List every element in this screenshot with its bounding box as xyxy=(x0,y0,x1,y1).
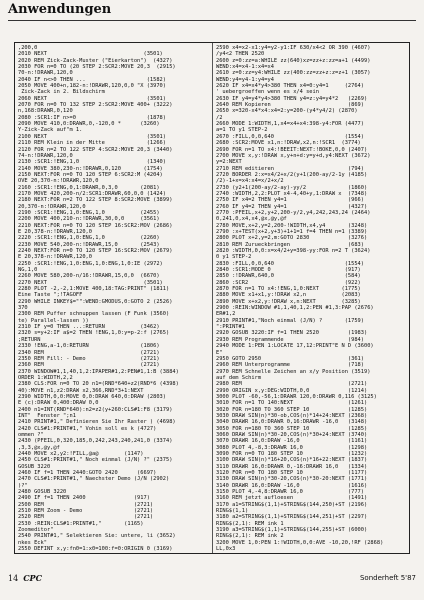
code-line: 2870 FOR n=1 TO x4:!ENG,1,0:NEXT (1775) xyxy=(216,286,361,293)
code-line: 3170 a1=STRING$(1,1)+STRING$(144,250)+ST (2196) xyxy=(216,501,368,508)
code-line: 2780 MOVE,x+2,y=2,200-!WIDTH,x4,y4 (3248) xyxy=(216,222,368,229)
code-line: 2320 s=y+2:IF a$=2 THEN !ENG,1,0:y=p-2:f (2765) xyxy=(18,330,170,337)
code-line: 3090 FOR n=0 TO 180 STEP 10 (1232) xyxy=(216,451,368,457)
code-line: 2810 REM Zurueckbringen (683) xyxy=(216,241,364,248)
code-line: 2670 :FILL,0,0,640 (1554) xyxy=(216,133,364,140)
code-line: 2240 NEXT:FOR n=0 TO 120 STEP 16:SCR2:MOV (2679) xyxy=(18,248,173,254)
code-line: 2530 :REIN:CLS#1:PRINT#1," (1165) xyxy=(18,520,144,527)
code-line: OVE 20,370-n:!DRAWR,120,0 xyxy=(18,178,99,185)
code-line: 0,241,0,x4,x4,@x,@y,@f xyxy=(216,216,287,223)
code-line: 0 y1 STEP-2 xyxy=(216,254,252,261)
code-line: nkes Eck" xyxy=(18,539,47,546)
code-line: ":PRINT#1 xyxy=(216,324,245,331)
code-line: 2540 PRINT#1," Selektieren Sie: untere, li (3652) xyxy=(18,533,176,540)
code-line xyxy=(216,553,407,555)
code-line: 2770 :PFEIL,x+2,y+2,200-y/2,y4,242,243,24 (2464) xyxy=(216,209,371,216)
code-line: 2710 REM editieren (794) xyxy=(216,165,364,172)
code-line: 2300 REM Puffer schnuppen lassen (F Funk (3560) xyxy=(18,311,170,318)
code-line: 3070 DRAWR 16,0:DRAW -16,0 (1161) xyxy=(216,438,368,445)
code-line: 2830 :FILL,0,0,640 (1554) xyxy=(216,260,364,267)
code-line: ommen ?" xyxy=(18,431,44,438)
code-line: 2850 :!DRAWR,640,0 (584) xyxy=(216,273,361,280)
code-line: 2510 REM Zoom - Demo (2721) xyxy=(18,508,154,515)
code-line: 2100 NEXT (3501) xyxy=(18,133,166,140)
code-line: RING$(2,1): REM ink 1 xyxy=(216,520,284,527)
code-line: 2430 (PFEIL,0,320,185,0,242,243,240,241,0 (3374) xyxy=(18,438,173,445)
code-line: 2650 x=320-x4*x4:x4=2:y=200-(y4*y4/2) (2870) xyxy=(216,108,358,115)
code-line: 3100 DRAW SIN(n)*16+20,COS(n)*16+22:NEXT (1837) xyxy=(216,457,368,464)
code-line: 2190 :SCR1:!ENG,1,0:ENG,1,0 (2455) xyxy=(18,209,160,216)
code-line: 2700 MOVE x,y:!DRAW x,y+n+d:y=y+d,y4:NEXT (3672) xyxy=(216,152,371,159)
code-line: 3110 DRAWR 16,0:DRAWR 0,-16:DRAWR 16,0 (1334) xyxy=(216,463,368,470)
code-line: 2620 IF x4=x4*y4>380 THEN x4=0:y4=1 (2764) xyxy=(216,83,364,90)
code-line: 74-n:!DRAWR,120,0 xyxy=(18,152,73,159)
code-line: 3130 DRAW SIN(n)*30-20,COS(n)*30-20:NEXT (1771) xyxy=(216,476,368,483)
code-line: 2920 GOSUB 3220:IF f=1 THEN 2520 (1983) xyxy=(216,330,368,337)
code-line: 3120 FOR n=0 TO 180 STEP 10 (1177) xyxy=(216,470,368,477)
code-line: 3180 a2=STRING$(1,1)+STRING$(144,251)+ST (2297) xyxy=(216,514,368,521)
code-line: 3190 a3=STRING$(1,1)+STRING$(144,255)+ST (6000) xyxy=(216,527,368,534)
code-line: 2970 REM Schnelle Zeichen an x/y Position (3519) xyxy=(216,368,371,375)
code-line: 2290 WHILE INKEY$="":WEND:GMODUS,0:GOTO 2 (2526) xyxy=(18,298,173,305)
code-line: 2250 :SCR1:!ENG,1,0:ENG,1,0:ENG,1,0:IE (2972) xyxy=(18,260,163,267)
code-line: 3060 DRAW SIN(n)*30-20,COS(n)*30+24:NEXT (3740) xyxy=(216,431,368,438)
code-line: 2310 IF y=0 THEN ...:RETURN (3462) xyxy=(18,324,160,331)
code-line: WEND:x4=x4-1:x4=x4 xyxy=(216,64,274,71)
code-line: 2010 NEXT (3501) xyxy=(18,51,163,58)
code-line: E 20,378-n:!DRAWR,120,0 xyxy=(18,254,92,261)
code-line: 2760 IF y4=2 THEN y4=1 (4327) xyxy=(216,203,368,210)
code-line: 2210 NEXT:FOR n=0 TO 120 STEP 16:SCR2:MOV (2686) xyxy=(18,222,173,229)
code-line: 40):MOVE n1,z2:DRAW x2,366,RND*3+1:NEXT xyxy=(18,387,144,394)
code-line: WEND:y4=y4-1:y4=y4 xyxy=(216,76,274,83)
code-line: RING$(1,1) xyxy=(216,508,249,515)
code-line: 2180 NEXT:FOR n=2 TO 122 STEP 8:SCR2:MOVE (3899) xyxy=(18,197,173,204)
code-line: LL,0x3 xyxy=(216,546,236,553)
code-line: 2060 NEXT (3501) xyxy=(18,95,166,102)
code-line: 3050 FOR n=180 TO 360 STEP 10 (1285) xyxy=(216,425,368,432)
code-line: 2150 NEXT:FOR n=0 TO 120 STEP 6:SCR2:M (4204) xyxy=(18,171,163,178)
code-line: 2440 MOVE x2,y2:!FILL,@a@ (1147) xyxy=(18,451,144,457)
code-line: 2140 MOVE 380,230-n:!DRAWR,0,120 (1754) xyxy=(18,165,163,172)
code-line: 2950 GOTO 2950 (361) xyxy=(216,355,364,362)
code-line: 2690 FOR n=1 TO x4:!BEEIT:NEXT:!BOKE,0,0 (2407) xyxy=(216,146,368,153)
code-line: 3140 DRAWR 16,0:DRAW -16,0 (1616) xyxy=(216,482,368,489)
code-line: /2 xyxy=(216,114,223,121)
code-line: E 20,378-n:!DRAWR,120,0 xyxy=(18,228,92,235)
code-line: E (c):DRAW 0,400:DRAW 0,0 xyxy=(18,400,99,407)
code-line: 370 xyxy=(18,305,28,312)
magazine-logo: CPC xyxy=(23,573,42,583)
code-line: ER#1,2 xyxy=(216,311,236,318)
code-line: 2200 MOVE 400,210-n:!DRAWR,30,0,0 (3561) xyxy=(18,216,160,223)
code-line: 2270 NEXT (3501) xyxy=(18,279,163,286)
code-line: Y-Zick-Zack auf"m 1. xyxy=(18,127,83,134)
code-line: 2340 REM (2721) xyxy=(18,349,160,356)
code-line: Eine Taste ";!TAGOFF xyxy=(18,292,83,299)
code-line: 2380 CLS:FOR n=0 TO 20 n1=(RND*640+z2(RND*6 (4398) xyxy=(18,381,179,388)
code-line: 3040 DRAWR 16,0:DRAWR 0,16:DRAWR -16,0 (3148) xyxy=(216,419,368,426)
code-line: 2660 MODE 1:WIDTH,1,x4=x4+x4:398-y4:FOR (4477) xyxy=(216,121,364,128)
code-line: 3080 PLOT 4,-8,3:DRAWR 16,0 (1298) xyxy=(216,444,368,451)
code-line: 20,370-n:!DRAWR,120,0 xyxy=(18,203,86,210)
code-line: te) Parallel-lassen )) xyxy=(18,317,89,324)
code-line: 2030 FOR n=0 TO (20 STEP 2:SCR2:MOVE 20,3 (2915) xyxy=(18,64,176,71)
code-line: RING$(2,1): REM ink 2 xyxy=(216,533,284,540)
code-line: 2280 PLOT -2,-2,1:MOVE 400,18:TAG:PRINT" (1811) xyxy=(18,286,170,293)
code-line: 2050 MOVE 400+n,182-n:!DRAWR,120,0,0 "X (3970) xyxy=(18,83,166,90)
code-line: 2120 FOR n=2 TO 122 STEP 4:SCR2:MOVE 20,3 (3440) xyxy=(18,146,173,153)
code-line: 3010 FOR n=1 TO 140:NEXT (1261) xyxy=(216,400,368,407)
code-line: Zoomeditor" xyxy=(18,527,54,534)
code-line: 70-n:!DRAWR,120,0 xyxy=(18,70,73,77)
code-line: 2370 WINDOW#1,1,40,1,2:IPAPER#1,2:PEN#1,1:B (3884) xyxy=(18,368,179,375)
code-line: ,3,3,@x,@y,@f xyxy=(18,444,60,451)
code-line: 2980 REM (2721) xyxy=(216,381,368,388)
code-line: auf dem Schirm xyxy=(216,374,262,381)
code-line: 2610 z=0:zz=y4:WHILE zz(400:zz=zz+z:z=z+1 (3057) xyxy=(216,70,371,77)
code-line: 2880 MOVE x1+x1,y:!DRAW x2,n (2083) xyxy=(216,292,361,299)
code-line: 2750 IF x4=2 THEN y4=1 (966) xyxy=(216,197,364,204)
code-line: 2170 MOVE 420,200-n/2:SCR1:DRAWR,60,0,0 (1424) xyxy=(18,190,166,197)
listing-right-column xyxy=(216,45,407,554)
code-line: 2790 :x+TEST(x+2,y+3)+1+1=1 f=4 THEN n=1 (3389) xyxy=(216,228,368,235)
code-line: GOSUB 3220 xyxy=(18,463,51,470)
code-line: 2040 IF n<>0 THEN ... (1582) xyxy=(18,76,166,83)
code-line: 2160 :SCR1:!ENG,0,1:DRAWR,0,3,0 (2081) xyxy=(18,184,160,191)
code-line: 2460 IF f=1 THEN 2440:GOTO 2420 (6697) xyxy=(18,470,157,477)
code-line: 2550 DEFINT x,y:fn0=1:x0=100:f=0:ORIGIN 0 (3169) xyxy=(18,546,173,553)
code-line: 2520 REM (2721) xyxy=(18,514,154,521)
code-line: 2820 :WIDTH,0,0:x=x4/2+y=398-yy:FOR n=2 T (3624) xyxy=(216,248,371,254)
code-line: 2390 WIDTH,0,0:MOVE 0,0:DRAW 640,0:DRAW (2803) xyxy=(18,393,166,400)
program-listing-box xyxy=(14,42,410,554)
code-line: ,200,0 xyxy=(18,45,38,51)
code-line: /y4<2 THEN 2520 xyxy=(216,51,265,58)
code-line: 2730 (y2+1(200-ay/2-ay)-yy/2 (1860) xyxy=(216,184,368,191)
code-line: ;RETURN xyxy=(18,336,41,343)
code-line: 2630 IF y4=y4*y4>380 THEN y4=z:y4=y4*2 (2269) xyxy=(216,95,368,102)
code-line: 3150 PLOT 4,-4,8:DRAWR 16,0 (777) xyxy=(216,489,364,496)
code-line: 2260 MOVE 580,200-n/16:!DRAWR,15,0,0 (6670) xyxy=(18,273,160,280)
code-line: 2410 PRINT#1," Definieren Sie Ihr Raster ) (4698) xyxy=(18,419,176,426)
code-line: /2)-1+x=x4:x4=x/2+x/2 xyxy=(216,178,284,185)
page-footer xyxy=(8,570,416,586)
code-line: 2480 GOSUB 3220 xyxy=(18,489,67,496)
page-number: 14 xyxy=(8,573,19,583)
code-line: 2130 :SCR1:!ENG,1,0 (1340) xyxy=(18,159,166,166)
code-line: 3160 REM jetzt aufloesen (1491) xyxy=(216,495,368,502)
column-divider xyxy=(212,43,213,553)
code-line: 2450 CLS#1:PRINT#1," Noch einmal (J/N) ?" (2375) xyxy=(18,457,173,464)
code-line: )?" xyxy=(18,482,28,489)
code-line: y=2:NEXT xyxy=(216,159,242,166)
code-line: 3000 PLOT -60,-56,1:DRAWR 120,0:DRAWR 0,116 (3125) xyxy=(216,393,377,400)
code-line: 2070 FOR n=0 TO 132 STEP 2:SCR2:MOVE 400+ (3222) xyxy=(18,102,173,109)
code-line: 2600 z=0:zz=a:WHILE zz(640)xz=zz+z:zz=a+1 (4499) xyxy=(216,57,371,64)
code-line: INT" Fenster ";n1 xyxy=(18,412,76,419)
code-line: 2990 ORIGIN x,y:DEG:WIDTH,0,0 (1214) xyxy=(216,387,368,394)
code-line: 2360 REM (2721) xyxy=(18,362,160,369)
code-line: 2400 n1=INT(RND*640):n2=z2(y+260:CLS#1:F8 (3179) xyxy=(18,406,173,413)
code-line: 2350 REM Fill: - Demo (2721) xyxy=(18,355,160,362)
code-line: n,168:DRAWR,0,120 xyxy=(18,108,73,115)
listing-left-column xyxy=(18,45,206,554)
code-line: 2960 REM Unterprogramme (718) xyxy=(216,362,364,369)
code-line: 2090 MOVE 410,0:DRAWR,0,-120,0 * (3260) xyxy=(18,121,160,128)
code-line: 2800 PLOT x+2,y=2,m:GOTO 2830 (3276) xyxy=(216,235,368,242)
code-line: Zick-Zack in 2. Bildschirm xyxy=(18,89,105,96)
code-line: 2020 REM Zick-Zack-Muster ("Eierkarton") (4327) xyxy=(18,57,173,64)
code-line: 2590 x4=x2-x1:y4=y2-y1:IF 630/x4<2 OR 390 (4607) xyxy=(216,45,371,51)
code-line: 3020 FOR n=180 TO 360 STEP 10 (1285) xyxy=(216,406,368,413)
code-line: 2860 :SCR2 (922) xyxy=(216,279,361,286)
code-line: 2420 CLS#1:PRINT#1," Vohin soll es k (4727) xyxy=(18,425,157,432)
code-line: ' uebergroeffen wenn es x/4 sein xyxy=(216,89,319,96)
code-line: 2930 REM Programmende (984) xyxy=(216,336,364,343)
code-line: 2640 REM Kopieren (869) xyxy=(216,102,364,109)
code-line: 2110 REM Klein in der Mitte (1266) xyxy=(18,140,166,147)
code-line: 2500 REM (2721) xyxy=(18,501,154,508)
code-line: 2490 IF f=1 THEN 2400 (917) xyxy=(18,495,150,502)
code-line: 2330 !ENG,a-1,0:RETURN (1806) xyxy=(18,343,160,350)
page-title: Anwendungen xyxy=(8,2,112,17)
header-rule xyxy=(8,20,416,21)
code-line: 2220 :SCR1:!ENG,1,0:ENG,1,0 (2260) xyxy=(18,235,160,242)
code-line: ORDER 1:WIDTH,2,2 xyxy=(18,374,73,381)
code-line xyxy=(18,553,206,555)
code-line: 2840 :SCR1:MODE 0 (917) xyxy=(216,267,361,274)
code-line: 2720 BORDER 2:x=x4/2+x/2(y+1(200-ay/2-1y (4185) xyxy=(216,171,368,178)
code-line: 2470 CLS#1:PRINT#1," Naechster Demo (J/N (2902) xyxy=(18,476,170,483)
code-line: 2900 :REIN:WINDOW #1,1,40,1,2:PEN #1,3:PAP (2676) xyxy=(216,305,374,312)
code-line: 3200 MOVE 1,0:PEN 1:!WIDTH,0,0:AVE -10,20,!RF (2868) xyxy=(216,539,384,546)
issue-label: Sonderheft 5'87 xyxy=(359,574,416,582)
code-line: 2940 MODE 1:PEN 1:LOCATE 17,12:PRINT"E N D (3600) xyxy=(216,343,374,350)
code-line: 3030 DRAW SIN(n)*30-ob,COS(n)*14+24:NEXT (2368) xyxy=(216,412,368,419)
code-line: 2890 MOVE x+x2,y:!DRAW x,n:NEXT (3285) xyxy=(216,298,361,305)
code-line: 2230 MOVE 540,200-n:!DRAWR,15,0 (2543) xyxy=(18,241,160,248)
code-line: 2910 PRINT#1,"Noch einmal (J/N) ? (1759) xyxy=(216,317,364,324)
code-line: 2680 :SCR2:MOVE x1,n:!DRAW,x2,n:!SCR1 (3774) xyxy=(216,140,361,147)
code-line: 2080 :SCR1:IF n>=0 (1878) xyxy=(18,114,166,121)
code-line: E" xyxy=(216,349,223,356)
code-line: NG,1,0 xyxy=(18,267,38,274)
code-line: 2740 :WIDTH,2,2:PLOT x4-4,40+y,1:DRAW x (7348) xyxy=(216,190,368,197)
code-line: a=1 TO y1 STEP-2 xyxy=(216,127,268,134)
